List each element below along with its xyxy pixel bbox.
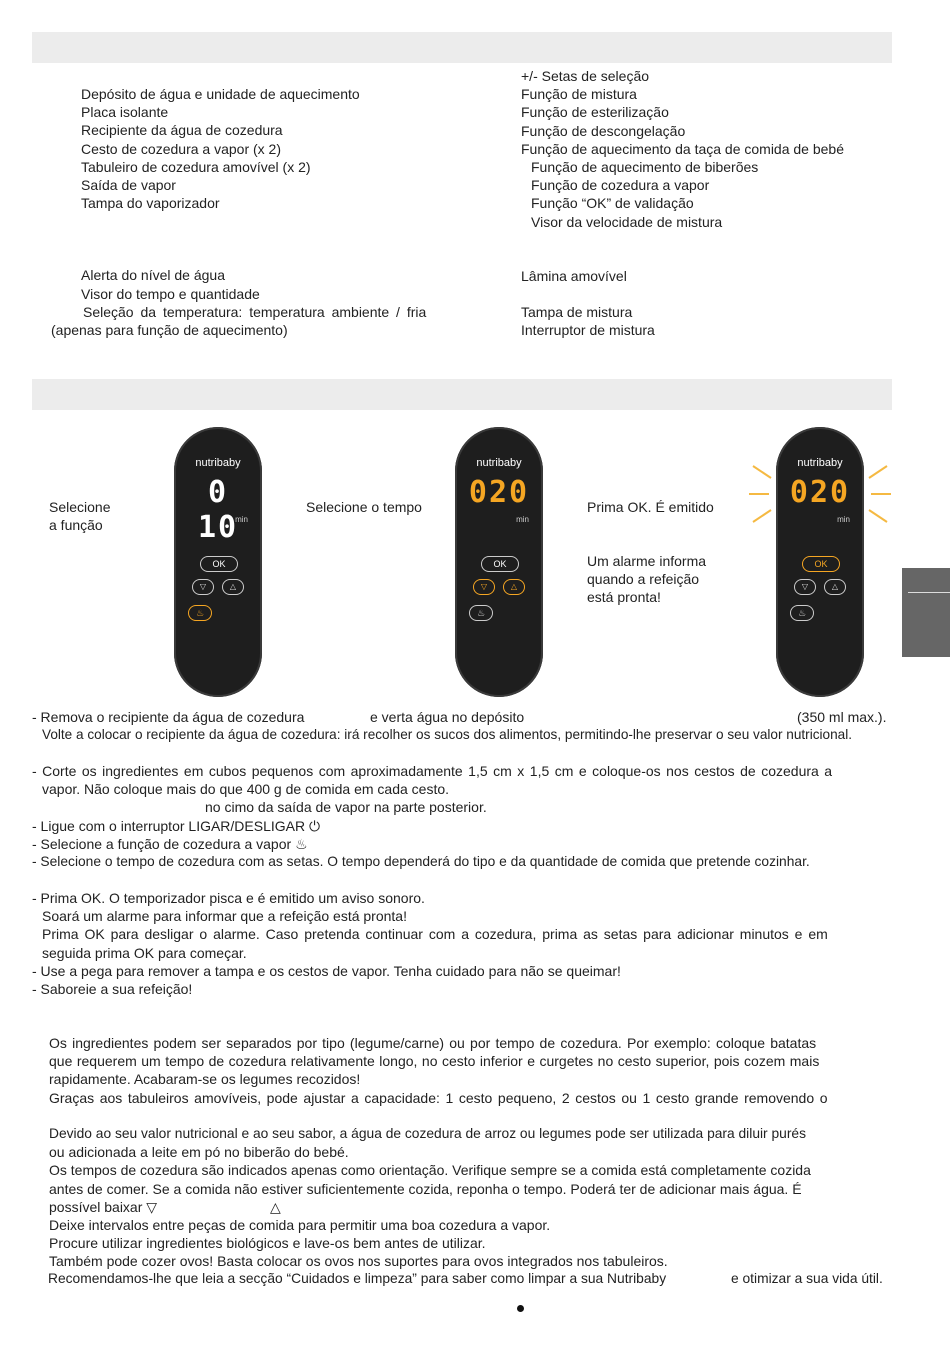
list-item: Função de cozedura a vapor: [531, 177, 710, 194]
parts-list-left: [81, 85, 360, 212]
instruction-text: - Selecione a função de cozedura a vapor: [32, 836, 292, 852]
unit-label: min: [837, 515, 850, 524]
tip-line: Também pode cozer ovos! Basta colocar os ovos nos suportes para ovos integrados nos tabuleiros.: [49, 1253, 668, 1269]
power-icon: ⏻: [309, 818, 321, 834]
up-arrow-icon: △: [270, 1199, 281, 1215]
steam-cooking-icon[interactable]: ♨: [469, 605, 493, 621]
steam-cooking-icon[interactable]: ♨: [790, 605, 814, 621]
list-item: Função de descongelação: [521, 122, 686, 139]
list-item: Tabuleiro de cozedura amovível (x 2): [81, 158, 311, 175]
up-arrow-icon[interactable]: △: [503, 579, 525, 595]
ok-button[interactable]: OK: [200, 556, 238, 572]
list-item: Tampa do vaporizador: [81, 195, 220, 212]
instruction-line: e verta água no depósito: [370, 709, 525, 725]
instruction-line: [32, 817, 320, 835]
list-item: Lâmina amovível: [521, 268, 627, 284]
list-item: Depósito de água e unidade de aquecimento: [81, 86, 360, 102]
control-panel: [174, 427, 262, 697]
time-display: 020: [468, 475, 530, 510]
steam-cooking-icon: ♨: [295, 836, 308, 852]
list-item: Visor da velocidade de mistura: [531, 213, 723, 230]
tip-line: antes de comer. Se a comida não estiver suficientemente cozida, reponha o tempo. Poderá ter de adicionar mais água. É: [49, 1181, 802, 1197]
down-arrow-icon[interactable]: ▽: [473, 579, 495, 595]
down-arrow-icon[interactable]: ▽: [192, 579, 214, 595]
tip-line: [49, 1198, 157, 1216]
control-panel: [776, 427, 864, 697]
step-label: Prima OK. É emitido: [587, 499, 714, 515]
instruction-line: seguida prima OK para começar.: [42, 945, 247, 961]
ok-button[interactable]: OK: [802, 556, 840, 572]
tip-line: Os tempos de cozedura são indicados apenas como orientação. Verifique sempre se a comida está completamente cozida: [49, 1162, 811, 1178]
step-label: quando a refeição: [587, 571, 700, 587]
tip-line: Graças aos tabuleiros amovíveis, pode ajustar a capacidade: 1 cesto pequeno, 2 cestos ou 1 cesto grande removendo o: [49, 1090, 828, 1106]
instruction-line: Volte a colocar o recipiente da água de cozedura: irá recolher os sucos dos alimentos, permitindo-lhe preservar o seu valor nutricional.: [42, 727, 853, 742]
steam-cooking-icon[interactable]: ♨: [188, 605, 212, 621]
parts-list-right: [521, 67, 844, 231]
instruction-line: Soará um alarme para informar que a refeição está pronta!: [42, 908, 407, 924]
list-item: Função de mistura: [521, 86, 637, 103]
tip-line: Os ingredientes podem ser separados por tipo (legume/carne) ou por tempo de cozedura. Por exemplo: coloque batatas: [49, 1035, 817, 1051]
instruction-line: vapor. Não coloque mais do que 400 g de comida em cada cesto.: [42, 781, 450, 797]
list-item: Interruptor de mistura: [521, 322, 655, 338]
step-label: Um alarme informa: [587, 553, 707, 569]
step-label: Selecione: [49, 499, 111, 515]
up-arrow-icon[interactable]: △: [222, 579, 244, 595]
brand-logo: nutribaby: [476, 457, 522, 469]
instruction-line: - Selecione o tempo de cozedura com as setas. O tempo dependerá do tipo e da quantidade de comida que pretende cozinhar.: [32, 854, 810, 869]
instruction-line: (350 ml max.).: [797, 709, 887, 725]
brand-logo: nutribaby: [195, 457, 241, 469]
tip-line: ou adicionada a leite em pó no biberão do bebé.: [49, 1144, 349, 1160]
instruction-line: [32, 835, 308, 853]
instruction-line: no cimo da saída de vapor na parte posterior.: [205, 799, 487, 815]
instruction-line: - Corte os ingredientes em cubos pequenos com aproximadamente 1,5 cm x 1,5 cm e coloque-os nos cestos de cozedura a: [32, 763, 833, 779]
tip-line: rapidamente. Acabaram-se os legumes recozidos!: [49, 1071, 361, 1087]
list-item: Seleção da temperatura: temperatura ambiente / fria: [83, 304, 427, 320]
list-item: Tampa de mistura: [521, 304, 633, 320]
list-item: +/- Setas de seleção: [521, 68, 650, 84]
unit-label: min: [235, 515, 248, 524]
tip-line: que requerem um tempo de cozedura relativamente longo, no cesto inferior e curgetes no cesto superior, pois cozem mais: [49, 1053, 820, 1069]
tip-line: e otimizar a sua vida útil.: [731, 1271, 883, 1286]
side-tab: [902, 568, 950, 657]
instruction-line: - Remova o recipiente da água de cozedura: [32, 709, 305, 725]
step-label: está pronta!: [587, 589, 661, 605]
tip-line: Recomendamos-lhe que leia a secção “Cuidados e limpeza” para saber como limpar a sua Nutribaby: [48, 1271, 667, 1286]
tip-line: Deixe intervalos entre peças de comida para permitir uma boa cozedura a vapor.: [49, 1217, 551, 1233]
list-item: Alerta do nível de água: [81, 267, 225, 283]
list-item: Função de esterilização: [521, 104, 669, 121]
instruction-text: - Ligue com o interruptor LIGAR/DESLIGAR: [32, 818, 306, 834]
unit-label: min: [516, 515, 529, 524]
list-item: (apenas para função de aquecimento): [51, 322, 288, 338]
brand-logo: nutribaby: [797, 457, 843, 469]
list-item: Cesto de cozedura a vapor (x 2): [81, 140, 281, 157]
up-arrow-icon[interactable]: △: [824, 579, 846, 595]
down-arrow-icon[interactable]: ▽: [794, 579, 816, 595]
list-item: Visor do tempo e quantidade: [81, 286, 260, 302]
divider: [908, 592, 950, 593]
tip-line: Procure utilizar ingredientes biológicos e lave-os bem antes de utilizar.: [49, 1235, 486, 1251]
tip-text: possível baixar: [49, 1199, 143, 1215]
down-arrow-icon: ▽: [146, 1199, 158, 1215]
list-item: Recipiente da água de cozedura: [81, 122, 283, 139]
list-item: Placa isolante: [81, 104, 169, 121]
time-display: 020: [789, 475, 851, 510]
time-display: 0 10: [197, 475, 239, 545]
list-item: Função “OK” de validação: [531, 195, 694, 212]
step-label: Selecione o tempo: [306, 499, 422, 515]
instruction-line: - Prima OK. O temporizador pisca e é emitido um aviso sonoro.: [32, 890, 425, 906]
section-header-bar-2: [32, 379, 892, 410]
list-item: Saída de vapor: [81, 176, 176, 193]
step-label: a função: [49, 517, 103, 533]
control-panel: [455, 427, 543, 697]
instruction-line: - Use a pega para remover a tampa e os cestos de vapor. Tenha cuidado para não se queimar!: [32, 963, 621, 979]
instruction-line: - Saboreie a sua refeição!: [32, 981, 193, 997]
tip-line: Devido ao seu valor nutricional e ao seu sabor, a água de cozedura de arroz ou legumes pode ser utilizada para diluir purés: [49, 1126, 806, 1141]
page-marker-dot: [517, 1305, 524, 1312]
list-item: Função de aquecimento de biberões: [531, 158, 759, 175]
list-item: Função de aquecimento da taça de comida de bebé: [521, 140, 845, 157]
ok-button[interactable]: OK: [481, 556, 519, 572]
instruction-line: Prima OK para desligar o alarme. Caso pretenda continuar com a cozedura, prima as setas para adicionar minutos e em: [42, 926, 828, 942]
section-header-bar-1: [32, 32, 892, 63]
